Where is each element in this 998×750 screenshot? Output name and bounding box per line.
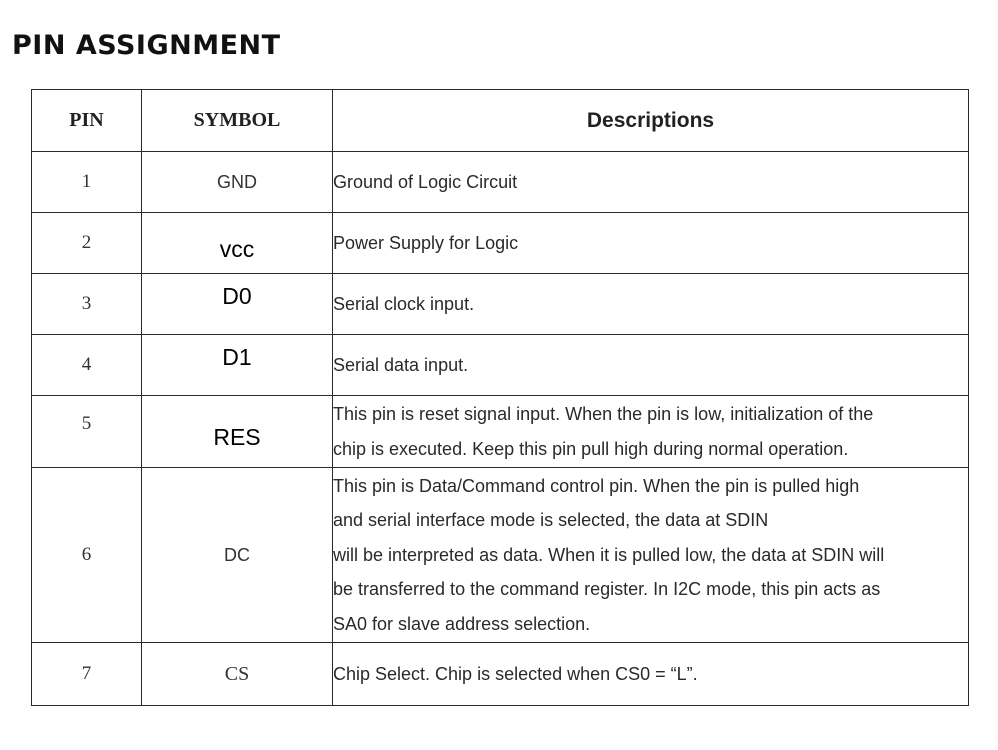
pin-symbol (142, 335, 333, 396)
header-description: Descriptions (333, 90, 969, 152)
pin-symbol: DC (142, 468, 333, 643)
pin-assignment-table (31, 89, 969, 706)
pin-symbol-text: D0 (222, 282, 252, 309)
pin-symbol: CS (142, 643, 333, 706)
pin-description (333, 396, 969, 468)
pin-description (333, 468, 969, 643)
description-line: This pin is Data/Command control pin. When the pin is pulled high (333, 475, 860, 496)
pin-symbol-text: D1 (222, 343, 252, 370)
description-line: Serial data input. (333, 354, 469, 375)
description-line: This pin is reset signal input. When the pin is low, initialization of the (333, 404, 874, 424)
description-line: chip is executed. Keep this pin pull high during normal operation. (333, 438, 849, 459)
pin-number: 4 (32, 335, 142, 396)
table-row (32, 335, 969, 396)
pin-number (32, 396, 142, 468)
table-row (32, 643, 969, 706)
table-row (32, 274, 969, 335)
description-line: and serial interface mode is selected, the data at SDIN (333, 510, 769, 531)
pin-description (333, 213, 969, 274)
pin-description (333, 643, 969, 706)
pin-description (333, 335, 969, 396)
table-row (32, 396, 969, 468)
description-line: be transferred to the command register. In I2C mode, this pin acts as (333, 579, 881, 600)
pin-symbol-text: vcc (219, 235, 255, 262)
pin-number-text: 5 (81, 412, 92, 434)
pin-symbol-text: RES (213, 424, 261, 450)
pin-description (333, 152, 969, 213)
description-line: Ground of Logic Circuit (333, 171, 518, 192)
table-header-row (32, 90, 969, 152)
description-line: Power Supply for Logic (333, 232, 519, 253)
header-pin: PIN (32, 90, 142, 152)
pin-symbol (142, 213, 333, 274)
pin-number: 7 (32, 643, 142, 706)
table-row (32, 213, 969, 274)
header-symbol: SYMBOL (142, 90, 333, 152)
pin-number: 2 (32, 213, 142, 274)
table-row (32, 152, 969, 213)
pin-number: 6 (32, 468, 142, 643)
pin-number: 3 (32, 274, 142, 335)
pin-symbol (142, 274, 333, 335)
pin-description (333, 274, 969, 335)
pin-symbol: GND (142, 152, 333, 213)
description-line: Serial clock input. (333, 293, 475, 314)
description-line: SA0 for slave address selection. (333, 613, 591, 634)
description-line: Chip Select. Chip is selected when CS0 = “L”. (333, 663, 698, 684)
pin-symbol (142, 396, 333, 468)
page-title: PIN ASSIGNMENT (12, 30, 281, 61)
description-line: will be interpreted as data. When it is pulled low, the data at SDIN will (333, 544, 885, 565)
pin-number: 1 (32, 152, 142, 213)
table-row (32, 468, 969, 643)
